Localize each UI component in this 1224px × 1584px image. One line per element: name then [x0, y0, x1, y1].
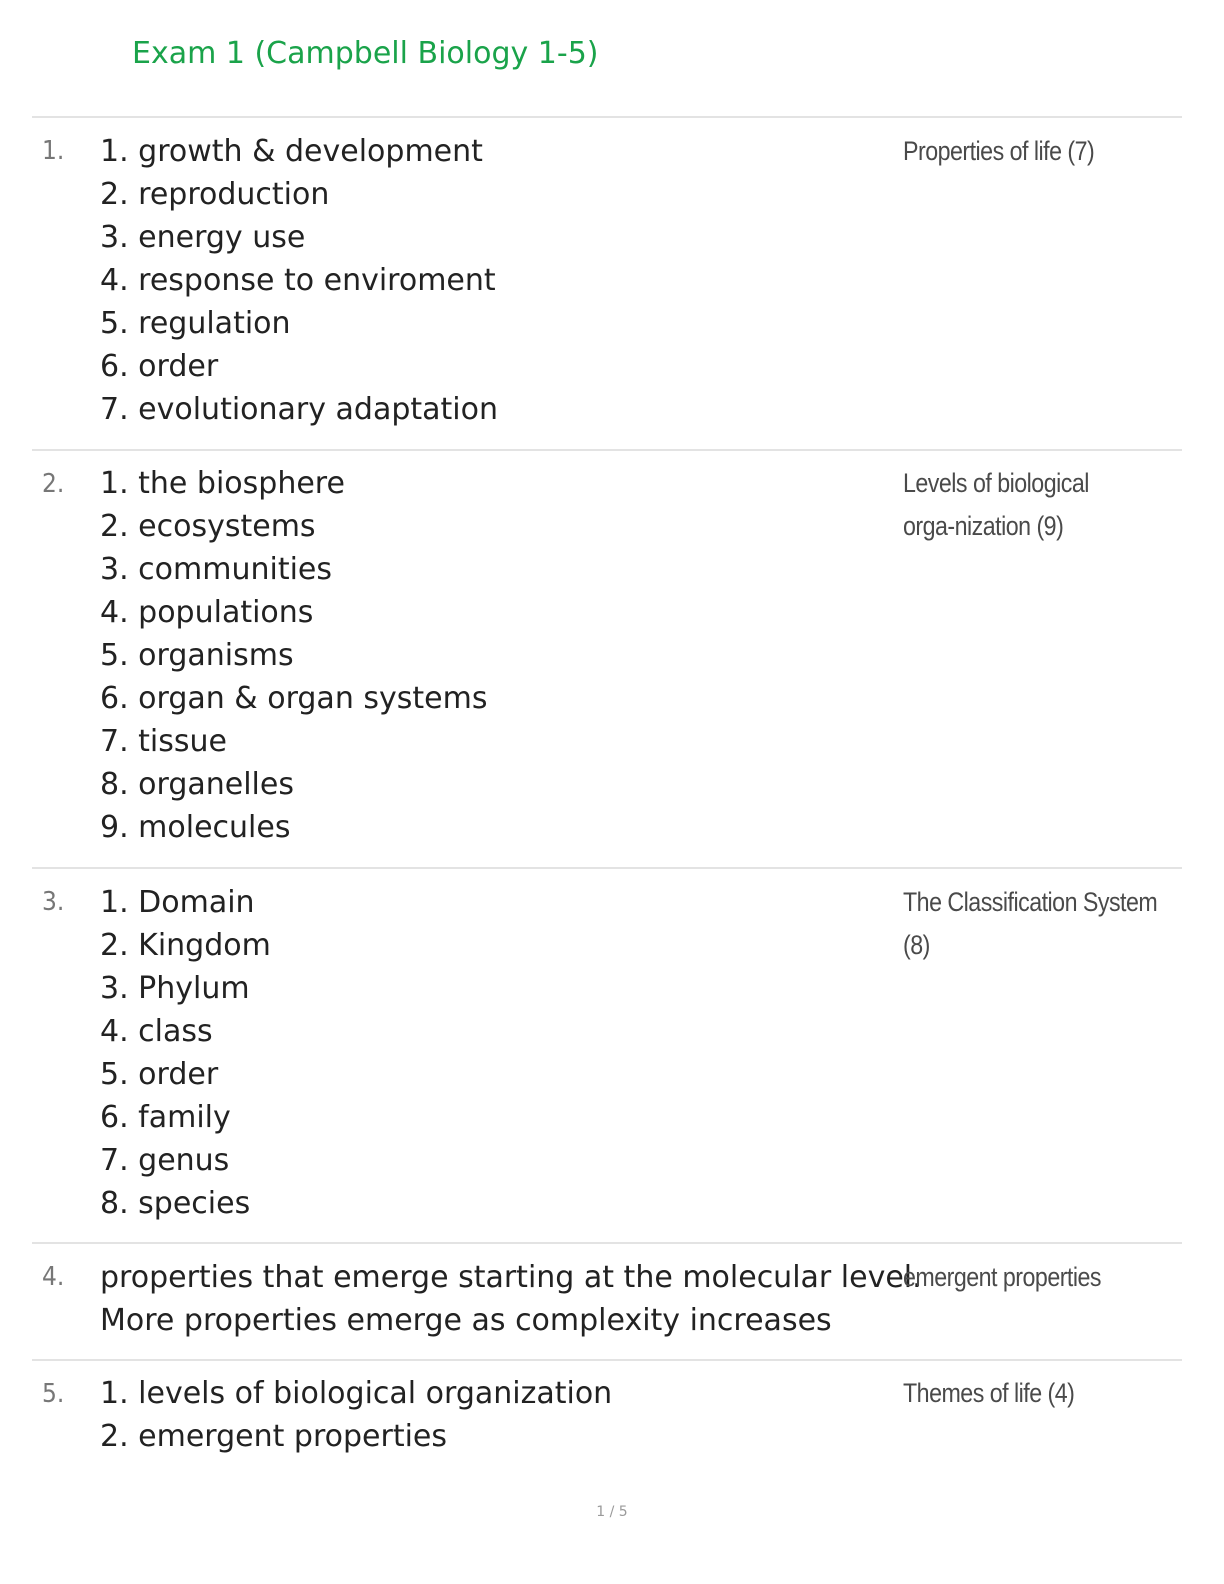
flashcard — [32, 1361, 1182, 1465]
card-term: emergent properties — [903, 1262, 1102, 1292]
flashcard — [32, 1244, 1182, 1361]
page-number: 1 / 5 — [596, 1504, 628, 1520]
definition-line: 5. organisms — [100, 638, 294, 673]
definition-line: 3. communities — [100, 552, 333, 587]
definition-line: 6. order — [100, 349, 219, 384]
definition-line: More properties emerge as complexity increases — [100, 1303, 832, 1338]
definition-line: 5. order — [100, 1057, 219, 1092]
definition-line: 2. Kingdom — [100, 928, 271, 963]
card-term: Properties of life (7) — [903, 136, 1095, 166]
definition-line: 4. class — [100, 1014, 213, 1049]
definition-line: 3. Phylum — [100, 971, 250, 1006]
definition-line: 8. species — [100, 1186, 251, 1221]
card-number: 2. — [42, 469, 65, 499]
definition-line: 9. molecules — [100, 810, 291, 845]
definition-line: 7. genus — [100, 1143, 230, 1178]
card-term: Themes of life (4) — [903, 1378, 1075, 1408]
definition-line: 7. tissue — [100, 724, 227, 759]
definition-line: 1. Domain — [100, 885, 255, 920]
definition-line: 1. levels of biological organization — [100, 1376, 613, 1411]
card-term: Levels of biological orga-nization (9) — [903, 468, 1089, 541]
definition-line: 4. populations — [100, 595, 314, 630]
card-definition — [100, 1256, 922, 1342]
definition-line: 2. emergent properties — [100, 1419, 448, 1454]
card-term: The Classification System (8) — [903, 887, 1158, 960]
definition-line: 1. growth & development — [100, 134, 483, 169]
card-number: 5. — [42, 1379, 65, 1409]
definition-line: 8. organelles — [100, 767, 294, 802]
card-number: 1. — [42, 136, 65, 166]
definition-line: 6. organ & organ systems — [100, 681, 488, 716]
card-definition — [100, 462, 900, 849]
card-definition — [100, 1372, 900, 1458]
definition-line: 6. family — [100, 1100, 231, 1135]
card-definition — [100, 130, 900, 431]
card-number: 3. — [42, 887, 65, 917]
flashcard-list — [32, 116, 1182, 1465]
definition-line: 4. response to enviroment — [100, 263, 496, 298]
definition-line: 7. evolutionary adaptation — [100, 392, 499, 427]
flashcard — [32, 118, 1182, 451]
definition-line: 2. reproduction — [100, 177, 330, 212]
document-title: Exam 1 (Campbell Biology 1-5) — [132, 36, 599, 71]
definition-line: properties that emerge starting at the molecular level. — [100, 1260, 922, 1295]
definition-line: 3. energy use — [100, 220, 306, 255]
flashcard — [32, 869, 1182, 1244]
card-definition — [100, 881, 900, 1225]
card-number: 4. — [42, 1262, 65, 1292]
definition-line: 1. the biosphere — [100, 466, 345, 501]
definition-line: 2. ecosystems — [100, 509, 316, 544]
flashcard — [32, 451, 1182, 869]
definition-line: 5. regulation — [100, 306, 291, 341]
